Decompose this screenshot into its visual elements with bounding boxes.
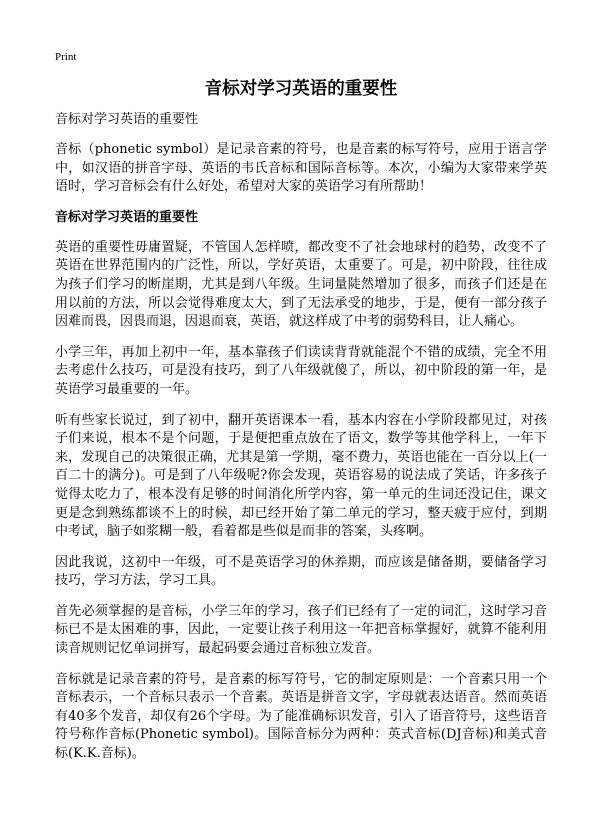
body-paragraph-1: 英语的重要性毋庸置疑，不管国人怎样喷，都改变不了社会地球村的趋势，改变不了英语在世界范围内的广泛性，所以，学好英语，太重要了。可是，初中阶段，往往成为孩子们学习的断崖期，尤其是到八年级。生词量陡然增加了很多，而孩子们还是在用以前的方法，所以会觉得难度太大，到了无法承受的地步，于是，便有一部分孩子因难而畏，因畏而退，因退而衰，英语，就这样成了中考的弱势科目，让人痛心。 xyxy=(55,239,547,330)
print-link[interactable]: Print xyxy=(55,51,77,63)
intro-paragraph: 音标（phonetic symbol）是记录音素的符号，也是音素的标写符号，应用于语言学中，如汉语的拼音字母、英语的韦氏音标和国际音标等。本次，小编为大家带来学英语时，学习音标会有什么好处，希望对大家的英语学习有所帮助！ xyxy=(55,142,547,195)
body-paragraph-2: 小学三年，再加上初中一年，基本靠孩子们读读背背就能混个不错的成绩，完全不用去考虑什么技巧，可是没有技巧，到了八年级就傻了，所以，初中阶段的第一年，是英语学习最重要的一年。 xyxy=(55,344,547,397)
body-paragraph-6: 音标就是记录音素的符号，是音素的标写符号，它的制定原则是：一个音素只用一个音标表示，一个音标只表示一个音素。英语是拼音文字，字母就表达语音。然而英语有40多个发音，却仅有26个字母。为了能准确标识发音，引入了语音符号，这些语音符号称作音标(Phonetic symbol)。国际音标分为两种：英式音标(DJ音标)和美式音标(K.K.音标)。 xyxy=(55,671,547,762)
body-paragraph-5: 首先必须掌握的是音标，小学三年的学习，孩子们已经有了一定的词汇，这时学习音标已不是太困难的事，因此，一定要让孩子利用这一年把音标掌握好，就算不能利用读音规则记忆单词拼写，最起码要会通过音标独立发音。 xyxy=(55,603,547,657)
document-title: 音标对学习英语的重要性 xyxy=(204,79,398,99)
body-paragraph-3: 听有些家长说过，到了初中，翻开英语课本一看，基本内容在小学阶段都见过，对孩子们来说，根本不是个问题，于是便把重点放在了语文，数学等其他学科上，一年下来，发现自己的决策很正确，尤其是第一学期，毫不费力，英语也能在一百分以上(一百二十的满分)。可是到了八年级呢?你会发现，英语容易的说法成了笑话，许多孩子觉得太吃力了，根本没有足够的时间消化所学内容，第一单元的生词还没记住，课文更是念到熟练都谈不上的时候，却已经开始了第二单元的学习，整天疲于应付，到期中考试，脑子如浆糊一般，看着都是些似是而非的答案，头疼啊。 xyxy=(55,412,547,540)
document-subtitle: 音标对学习英语的重要性 xyxy=(55,112,199,127)
section-heading: 音标对学习英语的重要性 xyxy=(55,209,199,225)
body-paragraph-4: 因此我说，这初中一年级，可不是英语学习的休养期，而应该是储备期，要储备学习技巧，学习方法，学习工具。 xyxy=(55,554,547,589)
